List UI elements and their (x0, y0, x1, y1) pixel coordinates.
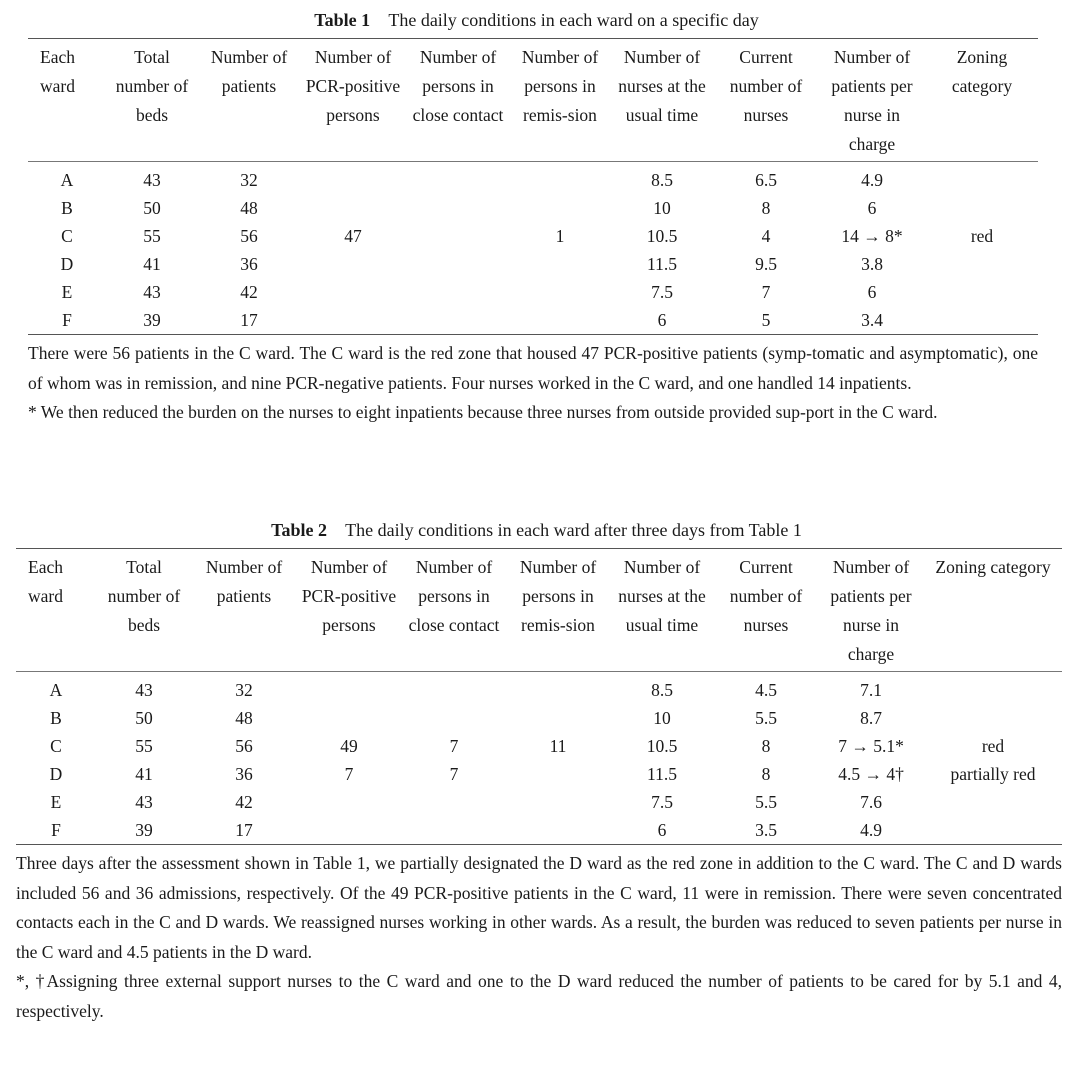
table-cell: A (49, 680, 63, 700)
column-header: Total number of beds (96, 549, 192, 672)
table-row (16, 760, 1062, 788)
column-header: Number of patients per nurse in charge (818, 39, 926, 162)
column-header: Zoning category (924, 549, 1062, 672)
table-cell: 6 (610, 306, 714, 335)
table-cell (406, 162, 510, 195)
table-row (16, 816, 1062, 845)
table-cell: 3.4 (818, 306, 926, 335)
table-cell: 6 (867, 282, 877, 302)
table-cell (300, 278, 406, 306)
table-cell: 39 (106, 306, 198, 335)
table-cell: 4.5 (755, 680, 777, 700)
table-cell: 8.5 (651, 170, 673, 190)
column-header: Each ward (16, 549, 96, 672)
table-cell: red (970, 226, 994, 246)
table-cell: 9.5 (755, 254, 777, 274)
table-2-caption (0, 518, 1073, 542)
table-cell (300, 162, 406, 195)
table-cell (926, 278, 1038, 306)
table-row (28, 250, 1038, 278)
table-cell (296, 672, 402, 705)
table-cell (506, 788, 610, 816)
table-cell: 48 (235, 708, 253, 728)
table-cell: 4.9 (861, 170, 883, 190)
table-1-block (0, 8, 1073, 428)
table-cell: 56 (240, 226, 258, 246)
column-header: Number of PCR-positive persons (296, 549, 402, 672)
table-cell (924, 816, 1062, 845)
table-cell: 8.7 (860, 708, 882, 728)
table-cell: 50 (143, 198, 161, 218)
table-cell (926, 306, 1038, 335)
table-cell: 42 (240, 282, 258, 302)
table-2-title: The daily conditions in each ward after three days from Table 1 (345, 520, 802, 540)
table-row (16, 788, 1062, 816)
table-cell: 50 (135, 708, 153, 728)
table-cell: 36 (240, 254, 258, 274)
table-cell: 49 (340, 736, 358, 756)
table-cell: 41 (143, 254, 161, 274)
column-header: Number of PCR-positive persons (300, 39, 406, 162)
table-cell: 56 (235, 736, 253, 756)
table-cell: 7.1 (860, 680, 882, 700)
table-cell: 4.5 → 4† (838, 764, 904, 784)
column-header: Number of persons in close contact (406, 39, 510, 162)
table-cell: 55 (135, 736, 153, 756)
table-cell (402, 704, 506, 732)
table-cell: 7 (449, 764, 459, 784)
table-cell (406, 222, 510, 250)
table-1-caption (0, 8, 1073, 32)
table-cell (510, 278, 610, 306)
table-cell (506, 760, 610, 788)
table-cell: 5 (714, 306, 818, 335)
table-cell (926, 194, 1038, 222)
table-cell: 8 (761, 736, 771, 756)
table-cell (300, 194, 406, 222)
table-cell: 5.5 (755, 708, 777, 728)
table-cell (926, 250, 1038, 278)
table-cell: 11.5 (647, 764, 677, 784)
table-cell (406, 278, 510, 306)
table-row (28, 306, 1038, 335)
table-cell: E (50, 792, 62, 812)
table-cell: 6 (867, 198, 877, 218)
table-cell: 10.5 (646, 736, 678, 756)
table-cell: 7 → 5.1* (838, 736, 904, 756)
table-cell (510, 250, 610, 278)
table-cell: 32 (235, 680, 253, 700)
table-cell: 43 (143, 282, 161, 302)
table-2-block (0, 518, 1073, 1026)
table-cell: 10 (653, 198, 671, 218)
table-row (28, 222, 1038, 250)
table-cell: 41 (135, 764, 153, 784)
table-cell: 1 (555, 226, 565, 246)
table-1-label: Table 1 (314, 10, 371, 30)
table-cell (300, 306, 406, 335)
table-cell (510, 162, 610, 195)
table-1-note: There were 56 patients in the C ward. The C ward is the red zone that housed 47 PCR-positive patients (symp-tomatic and asymptomatic), one of whom was in remission, and nine PCR-negative patients. Four nurses worked in the C ward, and one handled 14 inpatients. (28, 343, 1038, 393)
table-cell: A (60, 170, 74, 190)
column-header: Number of persons in remis-sion (510, 39, 610, 162)
table-cell: F (28, 306, 106, 335)
column-header: Number of persons in close contact (402, 549, 506, 672)
table-row (16, 672, 1062, 705)
table-cell: 7 (449, 736, 459, 756)
table-cell: 55 (143, 226, 161, 246)
table-cell: 42 (235, 792, 253, 812)
table-cell: 17 (198, 306, 300, 335)
table-1-header-row (28, 39, 1038, 162)
table-cell (402, 672, 506, 705)
table-cell: E (61, 282, 73, 302)
table-cell (924, 704, 1062, 732)
table-cell: 4 (761, 226, 771, 246)
column-header: Current number of nurses (714, 39, 818, 162)
table-1-title: The daily conditions in each ward on a specific day (388, 10, 759, 30)
table-cell: 4.9 (818, 816, 924, 845)
table-cell (300, 250, 406, 278)
table-cell: B (61, 198, 73, 218)
table-cell: 43 (143, 170, 161, 190)
table-cell: 7.5 (651, 282, 673, 302)
table-cell: 43 (135, 680, 153, 700)
column-header: Number of persons in remis-sion (506, 549, 610, 672)
table-2-header-row (16, 549, 1062, 672)
table-2 (16, 548, 1062, 845)
table-2-label: Table 2 (271, 520, 327, 540)
table-row (16, 704, 1062, 732)
table-cell: 10 (653, 708, 671, 728)
table-cell: 3.8 (861, 254, 883, 274)
column-header: Number of patients (198, 39, 300, 162)
table-cell (402, 788, 506, 816)
table-cell: F (16, 816, 96, 845)
table-cell: red (981, 736, 1005, 756)
table-cell: 11 (549, 736, 567, 756)
table-cell: 39 (96, 816, 192, 845)
column-header: Number of nurses at the usual time (610, 39, 714, 162)
table-cell: 7.5 (651, 792, 673, 812)
table-cell: B (50, 708, 62, 728)
table-cell: 5.5 (755, 792, 777, 812)
column-header: Number of patients per nurse in charge (818, 549, 924, 672)
table-cell (296, 704, 402, 732)
table-cell: C (50, 736, 62, 756)
table-2-footnote: *, †Assigning three external support nurses to the C ward and one to the D ward reduced the number of patients to be cared for by 5.1 and 4, respectively. (16, 971, 1062, 1021)
table-1 (28, 38, 1038, 335)
table-cell (510, 306, 610, 335)
table-cell (406, 194, 510, 222)
table-row (28, 278, 1038, 306)
table-cell: 10.5 (646, 226, 678, 246)
table-row (28, 162, 1038, 195)
table-cell (296, 788, 402, 816)
table-cell: 11.5 (647, 254, 677, 274)
column-header: Total number of beds (106, 39, 198, 162)
table-cell (296, 816, 402, 845)
column-header: Each ward (28, 39, 106, 162)
table-cell (506, 672, 610, 705)
table-row (28, 194, 1038, 222)
column-header: Zoning category (926, 39, 1038, 162)
table-row (16, 732, 1062, 760)
table-cell: 32 (240, 170, 258, 190)
table-cell (926, 162, 1038, 195)
table-cell: 47 (344, 226, 362, 246)
table-cell: D (49, 764, 63, 784)
table-cell: 7 (761, 282, 771, 302)
table-cell (506, 704, 610, 732)
table-cell: 48 (240, 198, 258, 218)
table-2-note: Three days after the assessment shown in Table 1, we partially designated the D ward as the red zone in addition to the C ward. The C and D wards included 56 and 36 admissions, respectively. Of the 49 PCR-positive patients in the C ward, 11 were in remission. There were seven concentrated contacts each in the C and D wards. We reassigned nurses working in other wards. As a result, the burden was reduced to seven patients per nurse in the C ward and 4.5 patients in the D ward. (16, 853, 1062, 962)
table-cell: 8.5 (651, 680, 673, 700)
table-cell (506, 816, 610, 845)
table-cell: 7 (344, 764, 354, 784)
table-cell: 14 → 8* (841, 226, 903, 246)
table-cell (402, 816, 506, 845)
table-cell: 3.5 (714, 816, 818, 845)
table-cell: partially red (950, 764, 1036, 784)
table-cell: 6 (610, 816, 714, 845)
table-cell (924, 672, 1062, 705)
table-cell: 8 (761, 198, 771, 218)
column-header: Number of patients (192, 549, 296, 672)
table-cell: C (61, 226, 73, 246)
table-cell: 36 (235, 764, 253, 784)
table-cell: 17 (192, 816, 296, 845)
table-cell: 6.5 (755, 170, 777, 190)
table-cell (406, 250, 510, 278)
table-cell (924, 788, 1062, 816)
table-cell (510, 194, 610, 222)
table-cell: 43 (135, 792, 153, 812)
table-cell: D (60, 254, 74, 274)
column-header: Number of nurses at the usual time (610, 549, 714, 672)
column-header: Current number of nurses (714, 549, 818, 672)
table-cell: 8 (761, 764, 771, 784)
table-cell: 7.6 (860, 792, 882, 812)
table-1-footnote: * We then reduced the burden on the nurses to eight inpatients because three nurses from outside provided sup-port in the C ward. (28, 402, 938, 422)
table-cell (406, 306, 510, 335)
